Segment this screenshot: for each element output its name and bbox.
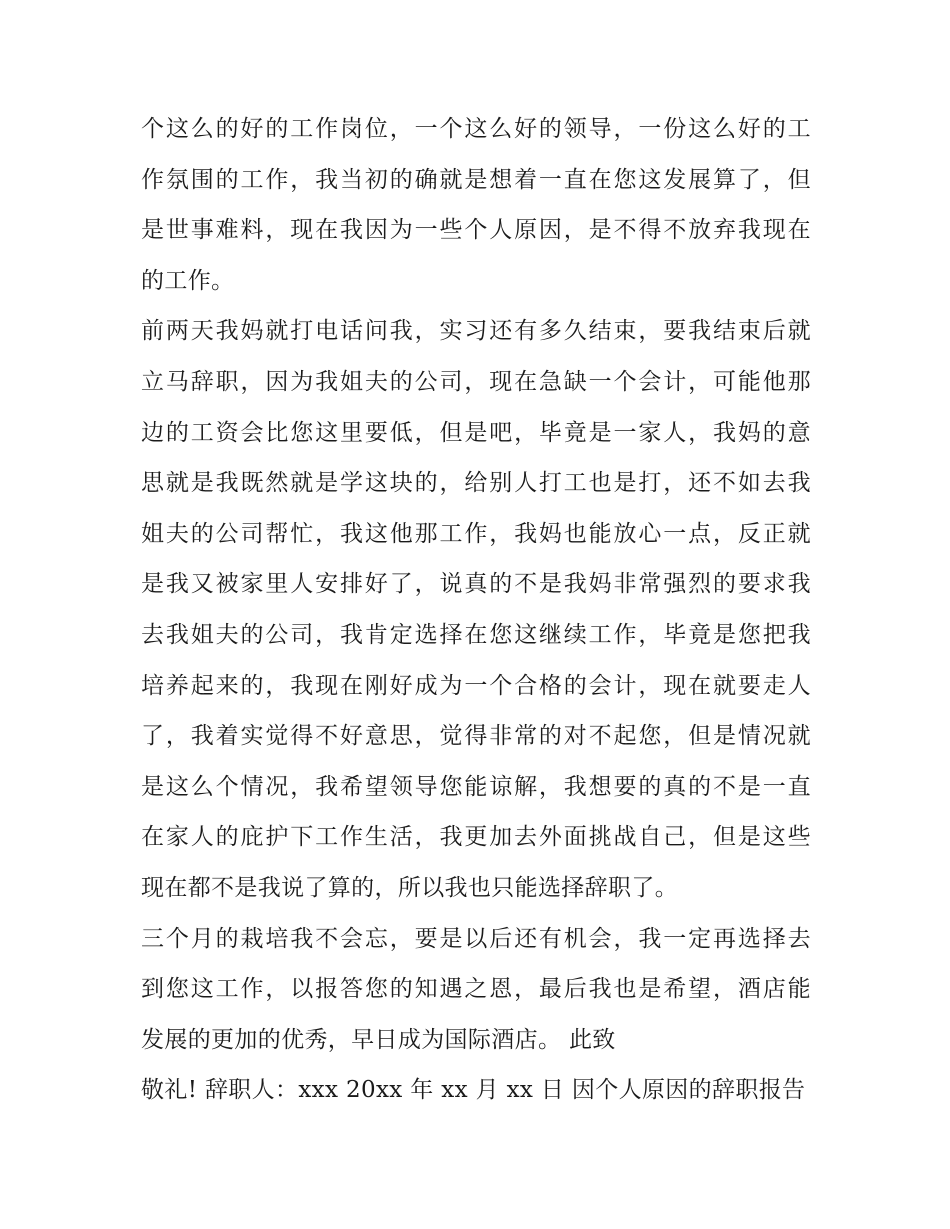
- text-line: 立马辞职，因为我姐夫的公司，现在急缺一个会计，可能他那: [141, 368, 811, 395]
- document-body: [141, 104, 811, 1116]
- paragraph-3: [141, 914, 811, 1066]
- text-line: 姐夫的公司帮忙，我这他那工作，我妈也能放心一点，反正就: [141, 520, 811, 547]
- text-line: 三个月的栽培我不会忘，要是以后还有机会，我一定再选择去: [141, 925, 811, 952]
- text-line: 前两天我妈就打电话问我，实习还有多久结束，要我结束后就: [141, 318, 811, 345]
- text-line: 边的工资会比您这里要低，但是吧，毕竟是一家人，我妈的意: [141, 419, 811, 446]
- text-line: 了，我着实觉得不好意思，觉得非常的对不起您，但是情况就: [141, 723, 811, 750]
- text-line: 培养起来的，我现在刚好成为一个合格的会计，现在就要走人: [141, 672, 811, 699]
- text-line: 的工作。: [141, 267, 235, 294]
- text-line: 思就是我既然就是学这块的，给别人打工也是打，还不如去我: [141, 470, 811, 497]
- text-line: 发展的更加的优秀，早日成为国际酒店。 此致: [141, 1026, 616, 1053]
- text-line: 作氛围的工作，我当初的确就是想着一直在您这发展算了，但: [141, 166, 811, 193]
- text-line: 现在都不是我说了算的，所以我也只能选择辞职了。: [141, 874, 679, 901]
- text-line: 是这么个情况，我希望领导您能谅解，我想要的真的不是一直: [141, 773, 811, 800]
- closing-signature-line: 敬礼! 辞职人：xxx 20xx 年 xx 月 xx 日 因个人原因的辞职报告: [141, 1077, 806, 1104]
- paragraph-closing: [141, 1065, 811, 1116]
- text-line: 个这么的好的工作岗位，一个这么好的领导，一份这么好的工: [141, 116, 811, 142]
- text-line: 到您这工作，以报答您的知遇之恩，最后我也是希望，酒店能: [141, 976, 811, 1003]
- text-line: 去我姐夫的公司，我肯定选择在您这继续工作，毕竟是您把我: [141, 621, 811, 648]
- text-line: 是世事难料，现在我因为一些个人原因，是不得不放弃我现在: [141, 217, 811, 244]
- text-line: 在家人的庇护下工作生活，我更加去外面挑战自己，但是这些: [141, 824, 811, 851]
- paragraph-1: [141, 104, 811, 306]
- text-line: 是我又被家里人安排好了，说真的不是我妈非常强烈的要求我: [141, 571, 811, 598]
- paragraph-2: [141, 306, 811, 913]
